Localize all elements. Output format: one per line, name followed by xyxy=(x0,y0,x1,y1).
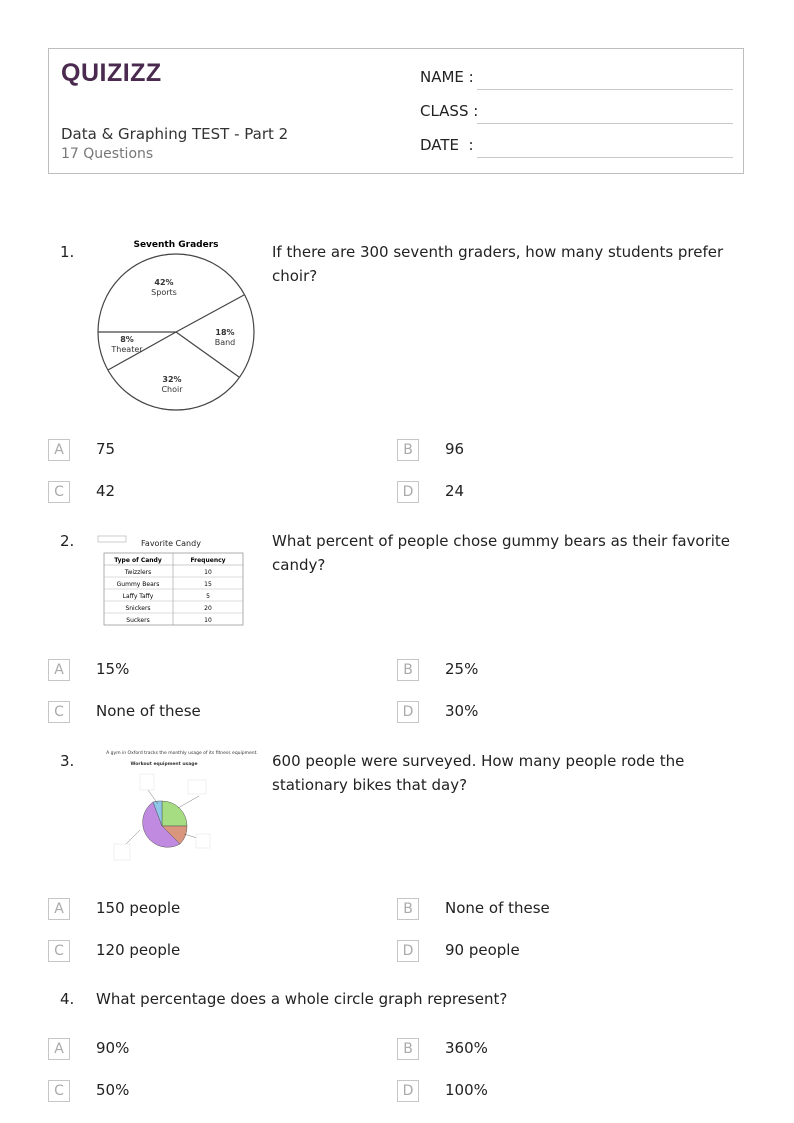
question-number: 3. xyxy=(60,752,75,770)
class-label: CLASS : xyxy=(420,102,479,120)
option-text[interactable]: 100% xyxy=(445,1081,488,1099)
option-letter-box[interactable]: C xyxy=(48,481,70,503)
option-text[interactable]: 24 xyxy=(445,482,465,500)
option-text[interactable]: 50% xyxy=(96,1081,130,1099)
seventh-graders-pie-chart xyxy=(94,234,260,412)
question-text: What percent of people chose gummy bears as their favorite candy? xyxy=(272,532,731,574)
option-text[interactable]: 90 people xyxy=(445,941,520,959)
option-letter-box[interactable]: C xyxy=(48,1080,70,1102)
workout-equipment-pie-chart xyxy=(104,746,260,868)
question-number: 2. xyxy=(60,532,75,550)
option-letter-box[interactable]: A xyxy=(48,439,70,461)
table-header: Type of Candy xyxy=(114,557,162,564)
option-text[interactable]: 75 xyxy=(96,440,116,458)
chart-title: Workout equipment usage xyxy=(130,762,198,767)
option-letter-box[interactable]: A xyxy=(48,1038,70,1060)
option-text[interactable]: 90% xyxy=(96,1039,130,1057)
chart-caption: A gym in Oxford tracks the monthly usage of its fitness equipment. xyxy=(106,751,258,756)
option-letter-box[interactable]: D xyxy=(397,940,419,962)
option-text[interactable]: 120 people xyxy=(96,941,181,959)
slice-label-sports: Sports xyxy=(151,288,177,297)
table-cell: 10 xyxy=(204,569,212,576)
table-cell: Snickers xyxy=(125,605,151,612)
name-line[interactable] xyxy=(477,89,733,90)
option-letter-box[interactable]: D xyxy=(397,481,419,503)
slice-label-theater: Theater xyxy=(111,345,143,354)
date-label: DATE : xyxy=(420,136,474,154)
class-line[interactable] xyxy=(477,123,733,124)
option-letter-box[interactable]: B xyxy=(397,1038,419,1060)
option-text[interactable]: 360% xyxy=(445,1039,488,1057)
option-letter-box[interactable]: D xyxy=(397,701,419,723)
quizizz-logo: QUIZIZZ xyxy=(61,59,162,87)
option-text[interactable]: 25% xyxy=(445,660,479,678)
option-letter-box[interactable]: B xyxy=(397,439,419,461)
slice-green xyxy=(162,801,187,826)
table-cell: Twizzlers xyxy=(124,569,152,576)
table-tag xyxy=(98,536,126,542)
slice-pct-sports: 42% xyxy=(154,278,174,287)
table-cell: Gummy Bears xyxy=(116,581,160,588)
worksheet-header xyxy=(48,48,744,174)
slice-pct-band: 18% xyxy=(215,328,235,337)
question-text: 600 people were surveyed. How many people rode the stationary bikes that day? xyxy=(272,752,685,794)
option-letter-box[interactable]: B xyxy=(397,898,419,920)
option-text[interactable]: 96 xyxy=(445,440,465,458)
date-line[interactable] xyxy=(477,157,733,158)
option-letter-box[interactable]: A xyxy=(48,898,70,920)
option-text[interactable]: None of these xyxy=(96,702,201,720)
table-cell: 5 xyxy=(206,593,210,600)
option-letter-box[interactable]: C xyxy=(48,701,70,723)
option-letter-box[interactable]: D xyxy=(397,1080,419,1102)
option-letter-box[interactable]: C xyxy=(48,940,70,962)
worksheet-title: Data & Graphing TEST - Part 2 xyxy=(61,125,289,143)
question-text: What percentage does a whole circle graph represent? xyxy=(96,990,508,1008)
option-text[interactable]: None of these xyxy=(445,899,550,917)
table-cell: Suckers xyxy=(126,617,150,624)
question-number: 4. xyxy=(60,990,75,1008)
option-letter-box[interactable]: B xyxy=(397,659,419,681)
option-text[interactable]: 42 xyxy=(96,482,116,500)
option-text[interactable]: 15% xyxy=(96,660,130,678)
slice-pct-theater: 8% xyxy=(120,335,134,344)
table-cell: Laffy Taffy xyxy=(122,593,154,600)
table-title: Favorite Candy xyxy=(141,539,201,548)
table-cell: 15 xyxy=(204,581,212,588)
name-label: NAME : xyxy=(420,68,474,86)
question-text: If there are 300 seventh graders, how many students prefer choir? xyxy=(272,243,724,285)
option-text[interactable]: 150 people xyxy=(96,899,181,917)
slice-label-band: Band xyxy=(214,338,236,347)
question-count: 17 Questions xyxy=(61,146,154,162)
slice-pct-choir: 32% xyxy=(162,375,182,384)
option-text[interactable]: 30% xyxy=(445,702,479,720)
table-cell: 20 xyxy=(204,605,212,612)
table-header: Frequency xyxy=(190,557,226,564)
question-number: 1. xyxy=(60,243,75,261)
table-cell: 10 xyxy=(204,617,212,624)
favorite-candy-table xyxy=(96,534,248,628)
option-letter-box[interactable]: A xyxy=(48,659,70,681)
chart-title: Seventh Graders xyxy=(133,240,219,250)
slice-label-choir: Choir xyxy=(161,385,183,394)
